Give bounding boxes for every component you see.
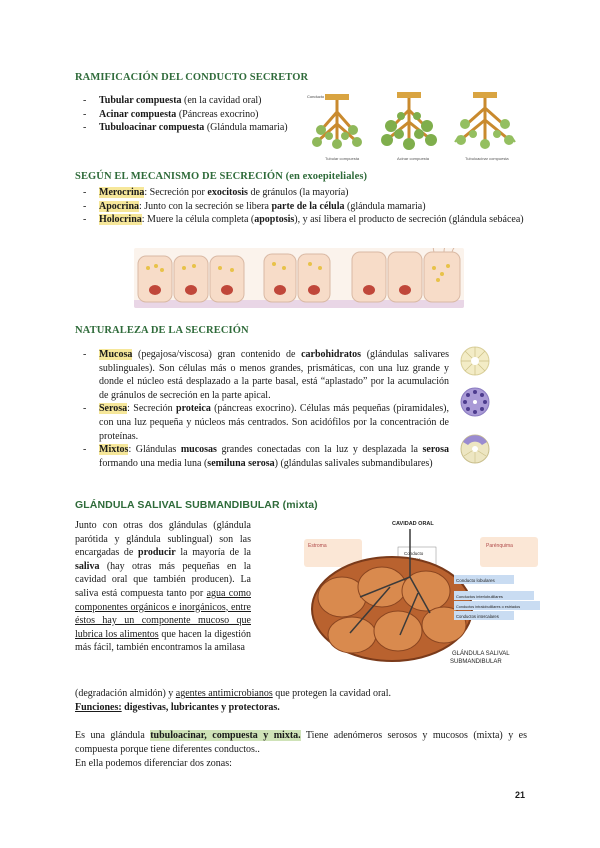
figure-label: Conducto [307,94,325,99]
figure-caption: SUBMANDIBULAR [450,659,502,665]
list-item: - Tubular compuesta (en la cavidad oral) [75,94,305,108]
figure-label: Estroma [308,543,327,549]
figure-label: Acinar compuesta [397,156,430,161]
mixed-acinus-icon [460,432,490,464]
acinar-gland-icon [381,92,437,150]
glandula-description: Es una glándula tubuloacinar, compuesta y mixta. Tiene adenómeros serosos y mucosos (mixta) y es compuesta porque tiene diferentes conductos.. [75,730,527,755]
figure-label: Tubuloacinar compuesta [465,156,509,161]
section-title-ramificacion: RAMIFICACIÓN DEL CONDUCTO SECRETOR [75,72,309,83]
list-item: - Merocrina: Secreción por exocitosis de gránulos (la mayoría) [75,186,527,200]
figure-label: Tubular compuesta [325,156,360,161]
mucous-acinus-icon [460,346,490,376]
tubular-gland-icon [312,94,362,149]
figure-label: CAVIDAD ORAL [392,521,434,527]
list-item-mucosa: - Mucosa (pegajosa/viscosa) gran contenido de carbohidratos (glándulas salivares sublinguales). Son células más o menos grandes, prismáticas, con una luz grande y donde el núcleo está desplazado a la parte basal, está “aplastado” por la acumulación de gránulos de secreción en la parte apical. [75,348,449,402]
figure-caption: GLÁNDULA SALIVAL [452,651,510,657]
submandibular-continuation: (degradación almidón) y agentes antimicrobianos que protegen la cavidad oral. [75,688,391,699]
list-item: - Tubuloacinar compuesta (Glándula mamaria) [75,121,305,135]
zonas-line: En ella podemos diferenciar dos zonas: [75,758,232,769]
tubuloacinar-gland-icon [455,92,515,149]
submandibular-gland-figure [300,517,540,675]
figure-label: Conducto [404,551,424,556]
figure-label: Conductos intralobulillares o estriados [456,605,521,609]
figure-label: Conductos interlobulillares [456,594,503,599]
page-number: 21 [515,790,526,800]
list-item-mixtos: - Mixtos: Glándulas mucosas grandes conectadas con la luz y desplazada la serosa formando una media luna (semiluna serosa) (glándulas salivales submandibulares) [75,443,449,470]
section-title-submandibular: GLÁNDULA SALIVAL SUBMANDIBULAR (mixta) [75,499,318,511]
list-item: - Apocrina: Junto con la secreción se libera parte de la célula (glándula mamaria) [75,200,527,214]
section-title-naturaleza: NATURALEZA DE LA SECRECIÓN [75,325,249,336]
figure-label: Conducto lobulares [456,578,495,583]
figure-label: Parénquima [486,543,513,549]
list-item: - Holocrina: Muere la célula completa (apoptosis), y así libera el producto de secreción (glándula sebácea) [75,213,527,227]
secretion-mechanism-figure [134,248,464,308]
list-naturaleza [75,348,449,470]
funciones-line: Funciones: digestivas, lubricantes y protectoras. [75,702,280,713]
list-mecanismo [75,186,527,227]
serous-acinus-icon [460,387,490,417]
submandibular-paragraph: Junto con otras dos glándulas (glándula parótida y glándula sublingual) son las encargadas de producir la mayoría de la saliva (hay otras más pequeñas en la cavidad oral que también producen). La saliva está compuesta tanto por agua como componentes orgánicos e inorgánicos, entre éstos hay un componente mucoso que lubrica los alimentos que hacen la digestión más fácil, también encontramos la amilasa [75,520,251,654]
figure-label: Conductos intercalares [456,614,499,619]
list-item-serosa: - Serosa: Secreción proteica (páncreas exocrino). Células más pequeñas (piramidales), con una luz pequeña y núcleos más centrados. Son acidófilos por la concentración de proteínas. [75,402,449,443]
gland-branching-figure [305,90,535,162]
list-ramificacion [75,94,305,135]
list-item: - Acinar compuesta (Páncreas exocrino) [75,108,305,122]
section-title-mecanismo: SEGÚN EL MECANISMO DE SECRECIÓN (en exoepiteliales) [75,171,368,182]
